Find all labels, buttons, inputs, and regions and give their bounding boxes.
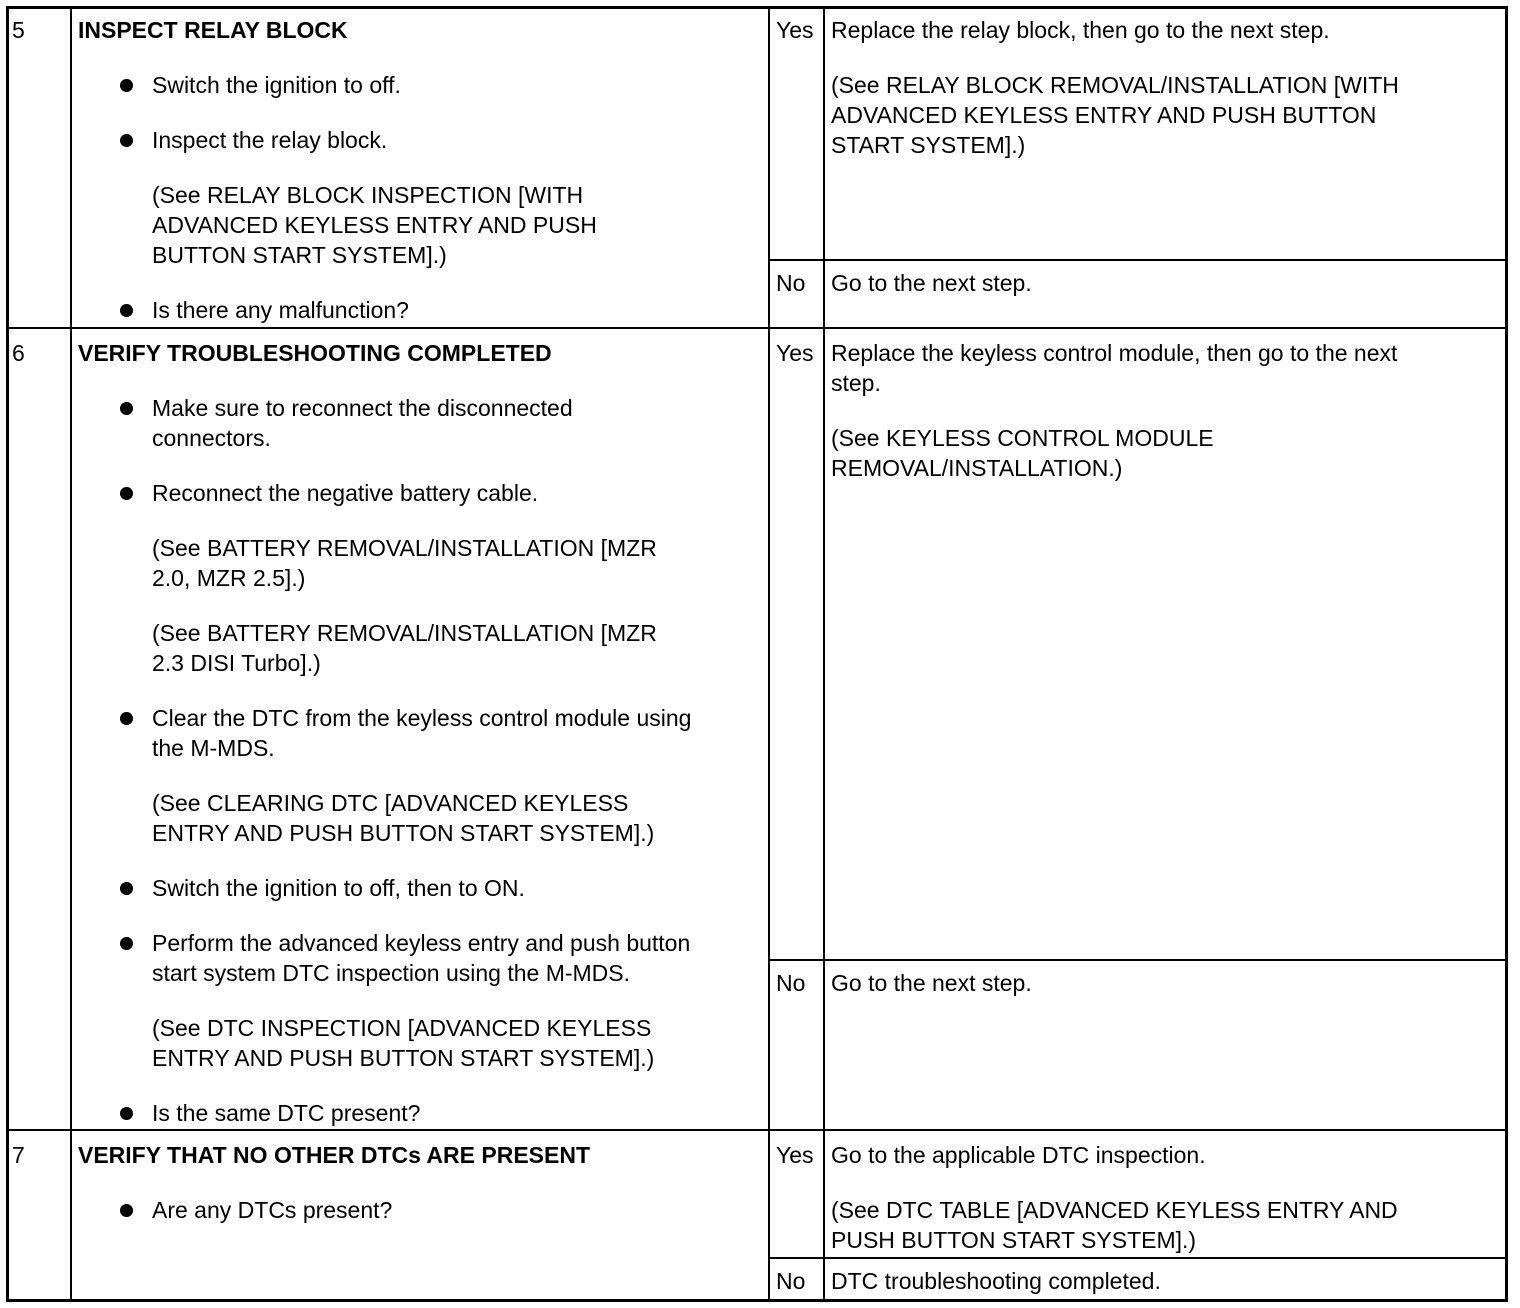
yes-action-text: (See KEYLESS CONTROL MODULE (831, 425, 1214, 451)
yes-label: Yes (776, 17, 814, 43)
bullet-icon (120, 712, 133, 725)
no-action-text: Go to the next step. (831, 970, 1032, 996)
bullet-item-text: the M-MDS. (152, 735, 275, 761)
reference-note-text: ENTRY AND PUSH BUTTON START SYSTEM].) (152, 820, 655, 846)
no-label: No (776, 1268, 806, 1294)
reference-note-text: ADVANCED KEYLESS ENTRY AND PUSH (152, 212, 597, 238)
bullet-icon (120, 79, 133, 92)
yes-no-divider (768, 959, 1506, 961)
reference-note-text: (See BATTERY REMOVAL/INSTALLATION [MZR (152, 620, 657, 646)
yes-action-text: PUSH BUTTON START SYSTEM].) (831, 1227, 1197, 1253)
bullet-item-text: Is there any malfunction? (152, 297, 409, 323)
bullet-item-text: connectors. (152, 425, 271, 451)
bullet-icon (120, 134, 133, 147)
bullet-item-text: start system DTC inspection using the M-MDS. (152, 960, 631, 986)
yes-action-text: START SYSTEM].) (831, 132, 1026, 158)
bullet-icon (120, 487, 133, 500)
reference-note-text: (See DTC INSPECTION [ADVANCED KEYLESS (152, 1015, 652, 1041)
step-number: 7 (12, 1142, 25, 1168)
reference-note-text: 2.0, MZR 2.5].) (152, 565, 306, 591)
yes-action-text: (See RELAY BLOCK REMOVAL/INSTALLATION [WITH (831, 72, 1399, 98)
column-divider-action (768, 8, 770, 1300)
yes-action-text: ADVANCED KEYLESS ENTRY AND PUSH BUTTON (831, 102, 1377, 128)
no-label: No (776, 970, 806, 996)
bullet-icon (120, 937, 133, 950)
yes-label: Yes (776, 1142, 814, 1168)
yes-action-text: Replace the keyless control module, then go to the next (831, 340, 1398, 366)
bullet-item-text: Switch the ignition to off. (152, 72, 401, 98)
step-title: VERIFY TROUBLESHOOTING COMPLETED (78, 340, 552, 366)
bullet-icon (120, 1204, 133, 1217)
yes-action-text: (See DTC TABLE [ADVANCED KEYLESS ENTRY AND (831, 1197, 1398, 1223)
yes-label: Yes (776, 340, 814, 366)
bullet-item-text: Are any DTCs present? (152, 1197, 393, 1223)
reference-note-text: BUTTON START SYSTEM].) (152, 242, 447, 268)
row-divider (8, 327, 1506, 329)
reference-note-text: (See CLEARING DTC [ADVANCED KEYLESS (152, 790, 629, 816)
bullet-item-text: Reconnect the negative battery cable. (152, 480, 539, 506)
yes-action-text: step. (831, 370, 881, 396)
row-divider (8, 1129, 1506, 1131)
bullet-icon (120, 1107, 133, 1120)
no-action-text: DTC troubleshooting completed. (831, 1268, 1161, 1294)
bullet-item-text: Inspect the relay block. (152, 127, 388, 153)
step-number: 6 (12, 340, 25, 366)
bullet-icon (120, 402, 133, 415)
bullet-icon (120, 882, 133, 895)
column-divider-result (823, 8, 825, 1300)
bullet-item-text: Make sure to reconnect the disconnected (152, 395, 573, 421)
reference-note-text: (See RELAY BLOCK INSPECTION [WITH (152, 182, 584, 208)
no-label: No (776, 270, 806, 296)
reference-note-text: ENTRY AND PUSH BUTTON START SYSTEM].) (152, 1045, 655, 1071)
reference-note-text: (See BATTERY REMOVAL/INSTALLATION [MZR (152, 535, 657, 561)
bullet-item-text: Switch the ignition to off, then to ON. (152, 875, 525, 901)
yes-action-text: Replace the relay block, then go to the next step. (831, 17, 1330, 43)
no-action-text: Go to the next step. (831, 270, 1032, 296)
bullet-icon (120, 304, 133, 317)
yes-action-text: Go to the applicable DTC inspection. (831, 1142, 1206, 1168)
bullet-item-text: Clear the DTC from the keyless control module using (152, 705, 692, 731)
yes-action-text: REMOVAL/INSTALLATION.) (831, 455, 1123, 481)
step-title: VERIFY THAT NO OTHER DTCs ARE PRESENT (78, 1142, 591, 1168)
bullet-item-text: Perform the advanced keyless entry and push button (152, 930, 691, 956)
step-title: INSPECT RELAY BLOCK (78, 17, 348, 43)
step-number: 5 (12, 17, 25, 43)
yes-no-divider (768, 1257, 1506, 1259)
reference-note-text: 2.3 DISI Turbo].) (152, 650, 321, 676)
yes-no-divider (768, 259, 1506, 261)
column-divider-number (70, 8, 72, 1300)
bullet-item-text: Is the same DTC present? (152, 1100, 421, 1126)
